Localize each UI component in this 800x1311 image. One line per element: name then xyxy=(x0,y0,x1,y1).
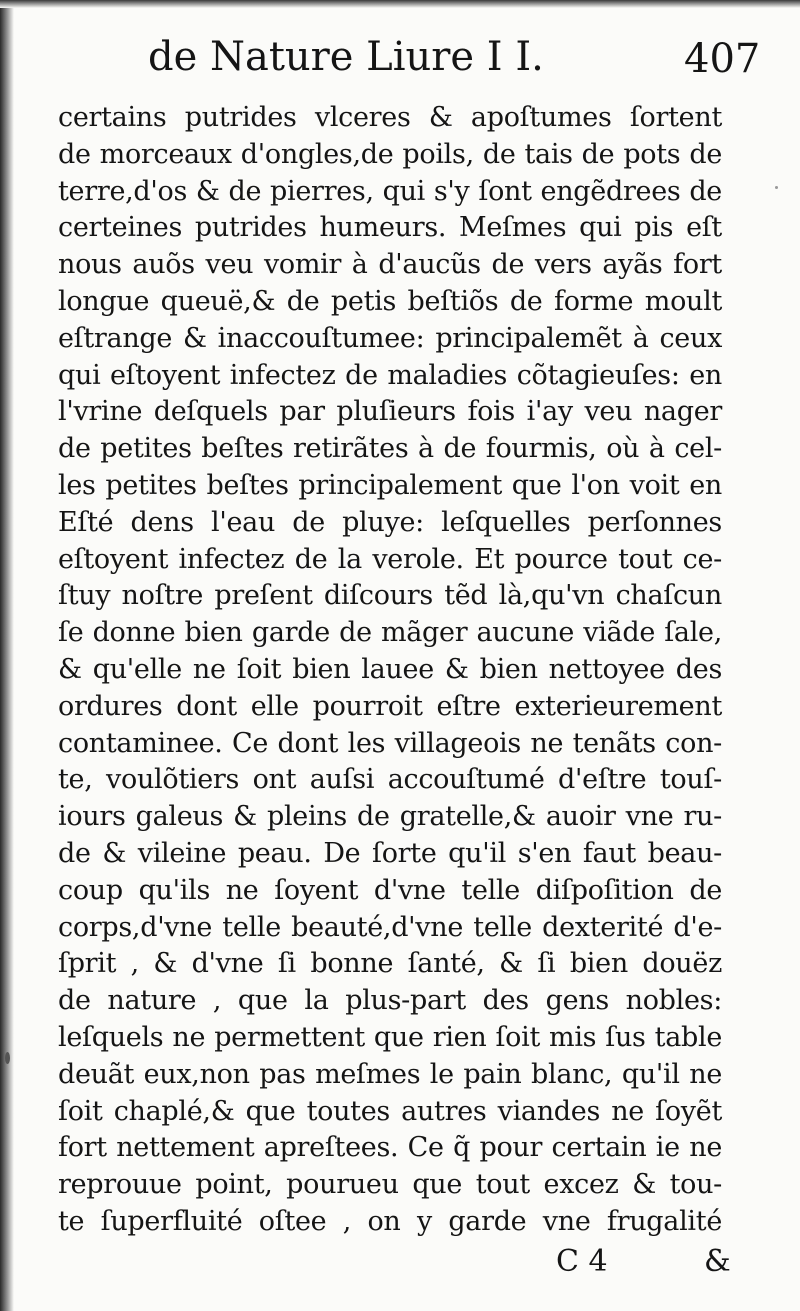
text-line: l'vrine deſquels par pluſieurs fois i'ay veu nager xyxy=(58,396,722,428)
text-line: iours galeus & pleins de gratelle,& auoir vne ru- xyxy=(58,801,722,833)
text-line: les petites beſtes principalement que l'on voit en xyxy=(58,469,722,501)
text-line: nous auõs veu vomir à d'aucũs de vers ayãs fort xyxy=(58,249,722,281)
page-header xyxy=(0,0,800,100)
text-line: ordures dont elle pourroit eſtre exterieurement xyxy=(58,690,722,722)
text-line: eſtoyent infectez de la verole. Et pource tout ce- xyxy=(58,543,722,575)
text-line: longue queuë,& de petis beſtiõs de forme moult xyxy=(58,285,722,317)
text-line: certeines putrides humeurs. Meſmes qui pis eſt xyxy=(58,212,722,244)
page-number: 407 xyxy=(684,36,761,82)
page-footer xyxy=(0,1240,800,1290)
ink-speck xyxy=(5,1052,10,1064)
text-line: de nature , que la plus-part des gens nobles: xyxy=(58,985,722,1017)
text-line: deuãt eux,non pas meſmes le pain blanc, qu'il ne xyxy=(58,1058,722,1090)
text-line: qui eſtoyent infectez de maladies cõtagieuſes: en xyxy=(58,359,722,391)
text-line: fort nettement apreſtees. Ce q̃ pour certain ie ne xyxy=(58,1132,722,1164)
text-line: ſoit chaplé,& que toutes autres viandes ne ſoyẽt xyxy=(58,1095,722,1127)
signature-mark: C 4 xyxy=(556,1244,608,1279)
text-line: ſe donne bien garde de mãger aucune viãde ſale, xyxy=(58,617,722,649)
text-line: de petites beſtes retirãtes à de fourmis, où à cel- xyxy=(58,433,722,465)
text-line: contaminee. Ce dont les villageois ne tenãts con- xyxy=(58,727,722,759)
text-line: te ſuperfluité oſtee , on y garde vne frugalité xyxy=(58,1205,722,1237)
text-line: leſquels ne permettent que rien ſoit mis ſus table xyxy=(58,1021,722,1053)
text-line: coup qu'ils ne ſoyent d'vne telle diſpoſition de xyxy=(58,874,722,906)
body-text xyxy=(58,100,722,1241)
text-line: Eſté dens l'eau de pluye: leſquelles perſonnes xyxy=(58,506,722,538)
text-line: te, voulõtiers ont auſsi accouſtumé d'eſtre touſ- xyxy=(58,764,722,796)
catchword: & xyxy=(704,1244,731,1279)
page-edge-shadow xyxy=(0,0,14,1311)
ink-speck xyxy=(775,186,778,189)
text-line: de & vileine peau. De ſorte qu'il s'en faut beau- xyxy=(58,837,722,869)
text-line: certains putrides vlceres & apoſtumes ſortent xyxy=(58,102,722,133)
text-line: reprouue point, pourueu que tout excez & tou- xyxy=(58,1169,722,1201)
text-line: ſtuy noſtre preſent diſcours tẽd là,qu'vn chaſcun xyxy=(58,580,722,612)
text-line: eſtrange & inaccouſtumee: principalemẽt à ceux xyxy=(58,322,722,354)
running-title: de Nature Liure I I. xyxy=(148,34,544,80)
text-line: terre,d'os & de pierres, qui s'y ſont engẽdrees de xyxy=(58,175,722,207)
text-line: corps,d'vne telle beauté,d'vne telle dexterité d'e- xyxy=(58,911,722,943)
text-line: de morceaux d'ongles,de poils, de tais de pots de xyxy=(58,138,722,170)
text-line: ſprit , & d'vne ſi bonne ſanté, & ſi bien douëz xyxy=(58,948,722,980)
text-line: & qu'elle ne ſoit bien lauee & bien nettoyee des xyxy=(58,653,722,685)
